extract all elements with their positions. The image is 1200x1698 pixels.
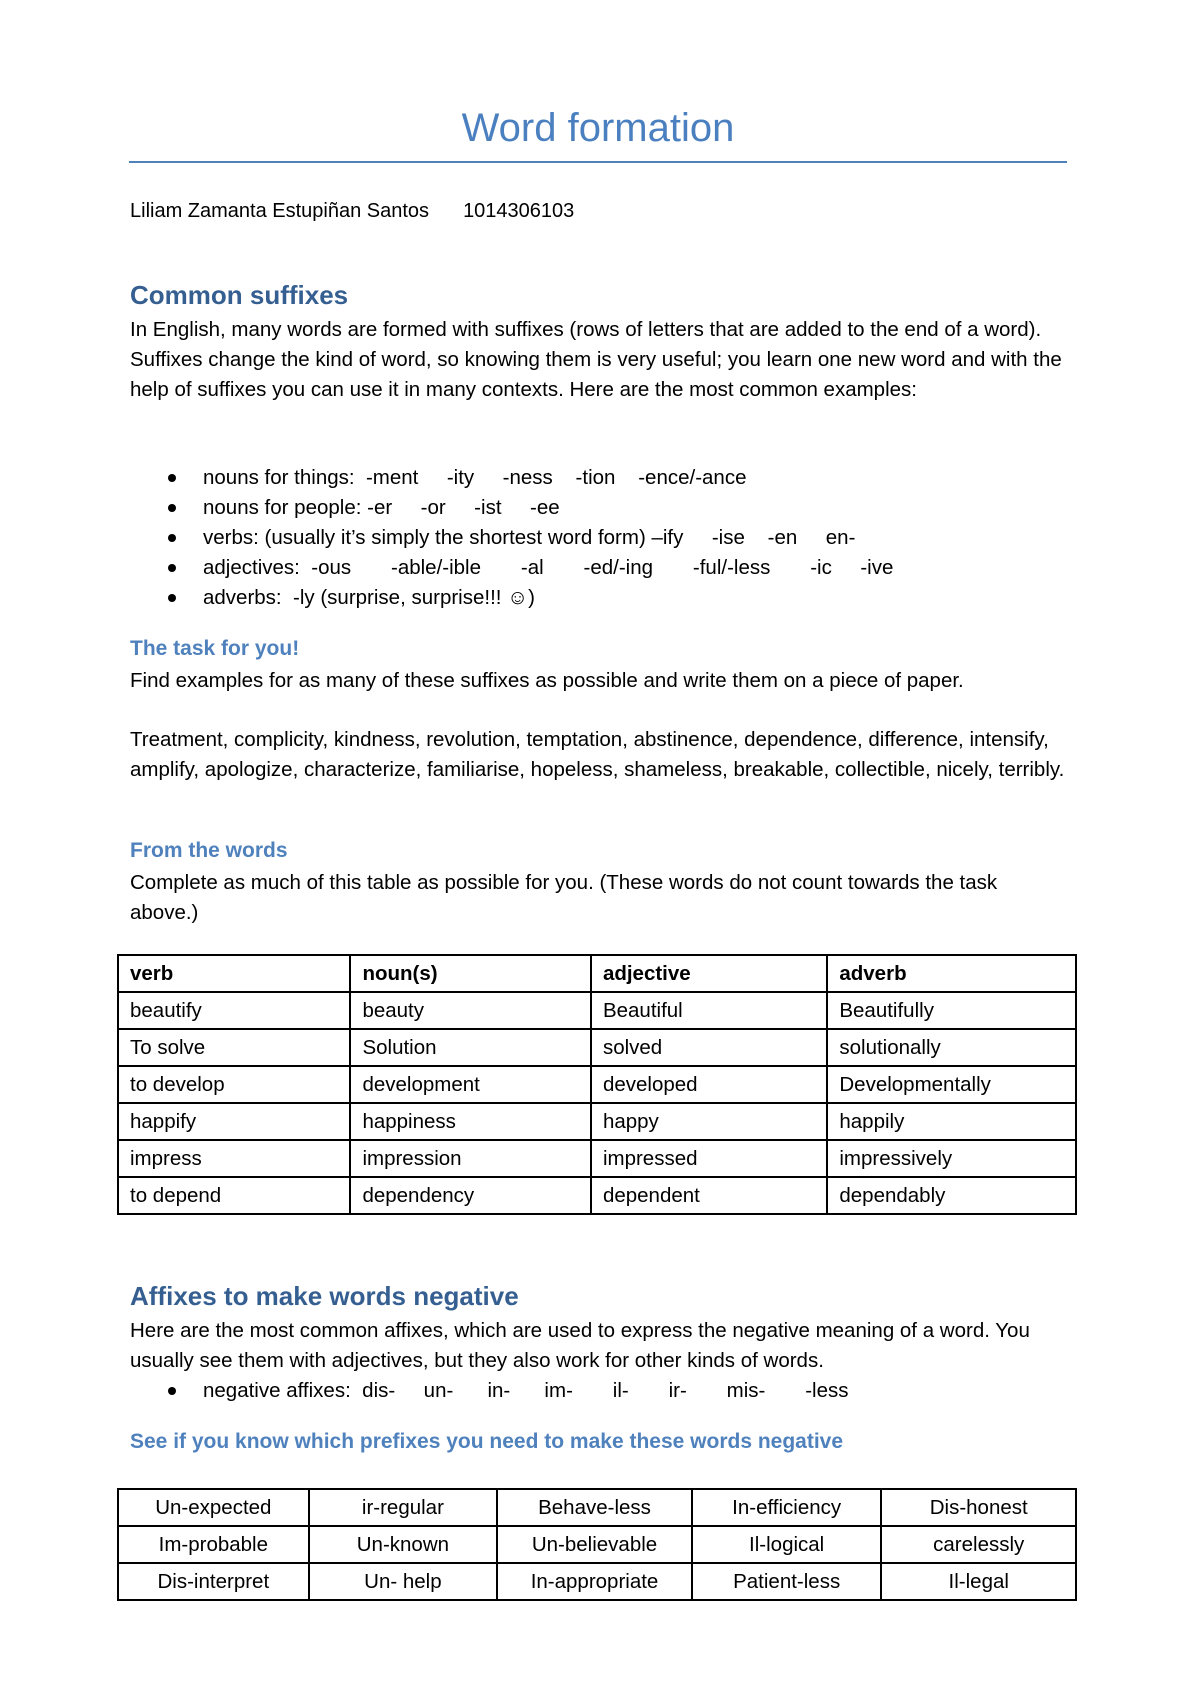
list-item: nouns for things: -ment -ity -ness -tion -ence/-ance [130,463,1070,493]
table-cell: Un- help [309,1563,498,1600]
table-cell: happiness [350,1103,591,1140]
negative-intro: Here are the most common affixes, which are used to express the negative meaning of a word. You usually see them with adjectives, but they also work for other kinds of words. [130,1319,1030,1372]
negative-affix-list [130,1376,1070,1406]
table-cell: to develop [118,1066,350,1103]
author-id: 1014306103 [463,200,575,222]
table-cell: Dis-interpret [118,1563,309,1600]
table-cell: impressed [591,1140,827,1177]
table-cell: Un-known [309,1526,498,1563]
list-item: nouns for people: -er -or -ist -ee [130,493,1070,523]
table-cell: In-efficiency [692,1489,882,1526]
table-cell: impress [118,1140,350,1177]
table-cell: Il-legal [881,1563,1076,1600]
table-cell: dependency [350,1177,591,1214]
table-cell: development [350,1066,591,1103]
table-cell: impression [350,1140,591,1177]
bullet-icon [168,504,176,512]
suffix-list [130,463,1070,613]
table-cell: happy [591,1103,827,1140]
table-cell: ir-regular [309,1489,498,1526]
table-cell: Solution [350,1029,591,1066]
bullet-icon [168,1387,176,1395]
table-cell: dependent [591,1177,827,1214]
table-cell: solved [591,1029,827,1066]
table-cell: Behave-less [497,1489,692,1526]
list-item: negative affixes: dis- un- in- im- il- ir- mis- -less [130,1376,1070,1406]
heading-task: The task for you! [130,637,300,660]
table-header-row [118,955,1076,992]
table-header-cell: verb [118,955,350,992]
suffixes-intro: In English, many words are formed with suffixes (rows of letters that are added to the end of a word). Suffixes change the kind of word, so knowing them is very useful; you learn one new word and with the help of suffixes you can use it in many contexts. Here are the most common examples: [130,318,1062,401]
list-item: adjectives: -ous -able/-ible -al -ed/-ing -ful/-less -ic -ive [130,553,1070,583]
table-row [118,1177,1076,1214]
table-cell: Beautifully [827,992,1076,1029]
author-line [130,197,574,225]
table-cell: To solve [118,1029,350,1066]
table-cell: Patient-less [692,1563,882,1600]
table-cell: In-appropriate [497,1563,692,1600]
table-cell: to depend [118,1177,350,1214]
table-row [118,1526,1076,1563]
table-cell: carelessly [881,1526,1076,1563]
table-cell: Un-expected [118,1489,309,1526]
table-cell: happify [118,1103,350,1140]
table-cell: beauty [350,992,591,1029]
table-cell: dependably [827,1177,1076,1214]
table-cell: Un-believable [497,1526,692,1563]
heading-negative-exercise: See if you know which prefixes you need to make these words negative [130,1430,844,1453]
table-cell: developed [591,1066,827,1103]
table-row [118,1489,1076,1526]
word-forms-table [117,954,1077,1215]
document-title: Word formation [461,106,735,150]
table-cell: Il-logical [692,1526,882,1563]
bullet-icon [168,534,176,542]
table-row [118,1140,1076,1177]
from-words-instruction: Complete as much of this table as possible for you. (These words do not count towards the task above.) [130,871,998,924]
table-header-cell: noun(s) [350,955,591,992]
negative-words-table [117,1488,1077,1601]
table-header-cell: adverb [827,955,1076,992]
table-row [118,1103,1076,1140]
list-item: verbs: (usually it’s simply the shortest word form) –ify -ise -en en- [130,523,1070,553]
title-divider [129,161,1067,163]
table-row [118,1066,1076,1103]
table-cell: solutionally [827,1029,1076,1066]
table-cell: Dis-honest [881,1489,1076,1526]
task-instruction: Find examples for as many of these suffixes as possible and write them on a piece of paper. [130,669,964,692]
table-cell: beautify [118,992,350,1029]
table-cell: Im-probable [118,1526,309,1563]
heading-common-suffixes: Common suffixes [130,280,349,310]
author-name: Liliam Zamanta Estupiñan Santos [130,200,430,222]
table-cell: Beautiful [591,992,827,1029]
table-row [118,1563,1076,1600]
heading-from-words: From the words [130,839,288,862]
table-cell: happily [827,1103,1076,1140]
heading-negative-affixes: Affixes to make words negative [130,1281,519,1311]
list-item: adverbs: -ly (surprise, surprise!!! ☺) [130,583,1070,613]
table-header-cell: adjective [591,955,827,992]
table-cell: Developmentally [827,1066,1076,1103]
table-cell: impressively [827,1140,1076,1177]
task-answer: Treatment, complicity, kindness, revolution, temptation, abstinence, dependence, difference, intensify, amplify, apologize, characterize, familiarise, hopeless, shameless, breakable, collectible, nicely, terribly. [130,728,1065,781]
table-row [118,1029,1076,1066]
bullet-icon [168,594,176,602]
bullet-icon [168,564,176,572]
table-row [118,992,1076,1029]
bullet-icon [168,474,176,482]
